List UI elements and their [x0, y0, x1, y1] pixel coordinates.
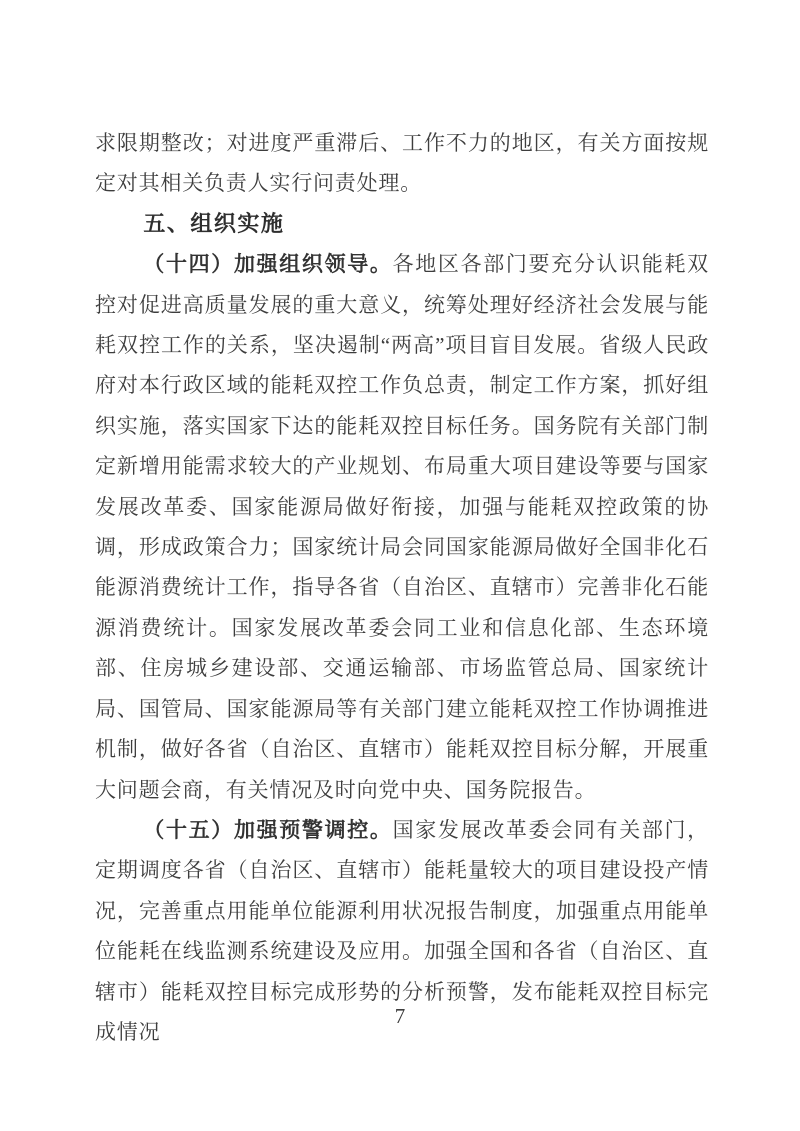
paragraph-15-text: 国家发展改革委会同有关部门，定期调度各省（自治区、直辖市）能耗量较大的项目建设投产情况，完善重点用能单位能源利用状况报告制度，加强重点用能单位能耗在线监测系统建设及应用。加强全国和各省（自治区、直辖市）能耗双控目标完成形势的分析预警，发布能耗双控目标完成情况 [95, 817, 709, 1044]
paragraph-14 [95, 244, 709, 810]
section-heading: 五、组织实施 [143, 210, 285, 236]
paragraph-continuation: 求限期整改；对进度严重滞后、工作不力的地区，有关方面按规定对其相关负责人实行问责处理。 [95, 131, 709, 196]
document-body [95, 123, 709, 1052]
paragraph-14-text: 各地区各部门要充分认识能耗双控对促进高质量发展的重大意义，统筹处理好经济社会发展与能耗双控工作的关系，坚决遏制“两高”项目盲目发展。省级人民政府对本行政区域的能耗双控工作负总责，制定工作方案，抓好组织实施，落实国家下达的能耗双控目标任务。国务院有关部门制定新增用能需求较大的产业规划、布局重大项目建设等要与国家发展改革委、国家能源局做好衔接，加强与能耗双控政策的协调，形成政策合力；国家统计局会同国家能源局做好全国非化石能源消费统计工作，指导各省（自治区、直辖市）完善非化石能源消费统计。国家发展改革委会同工业和信息化部、生态环境部、住房城乡建设部、交通运输部、市场监管总局、国家统计局、国管局、国家能源局等有关部门建立能耗双控工作协调推进机制，做好各省（自治区、直辖市）能耗双控目标分解，开展重大问题会商，有关情况及时向党中央、国务院报告。 [95, 252, 709, 802]
paragraph-14-lead: （十四）加强组织领导。 [143, 252, 393, 277]
page-number: 7 [394, 1004, 406, 1028]
paragraph-15-lead: （十五）加强预警调控。 [143, 817, 393, 842]
